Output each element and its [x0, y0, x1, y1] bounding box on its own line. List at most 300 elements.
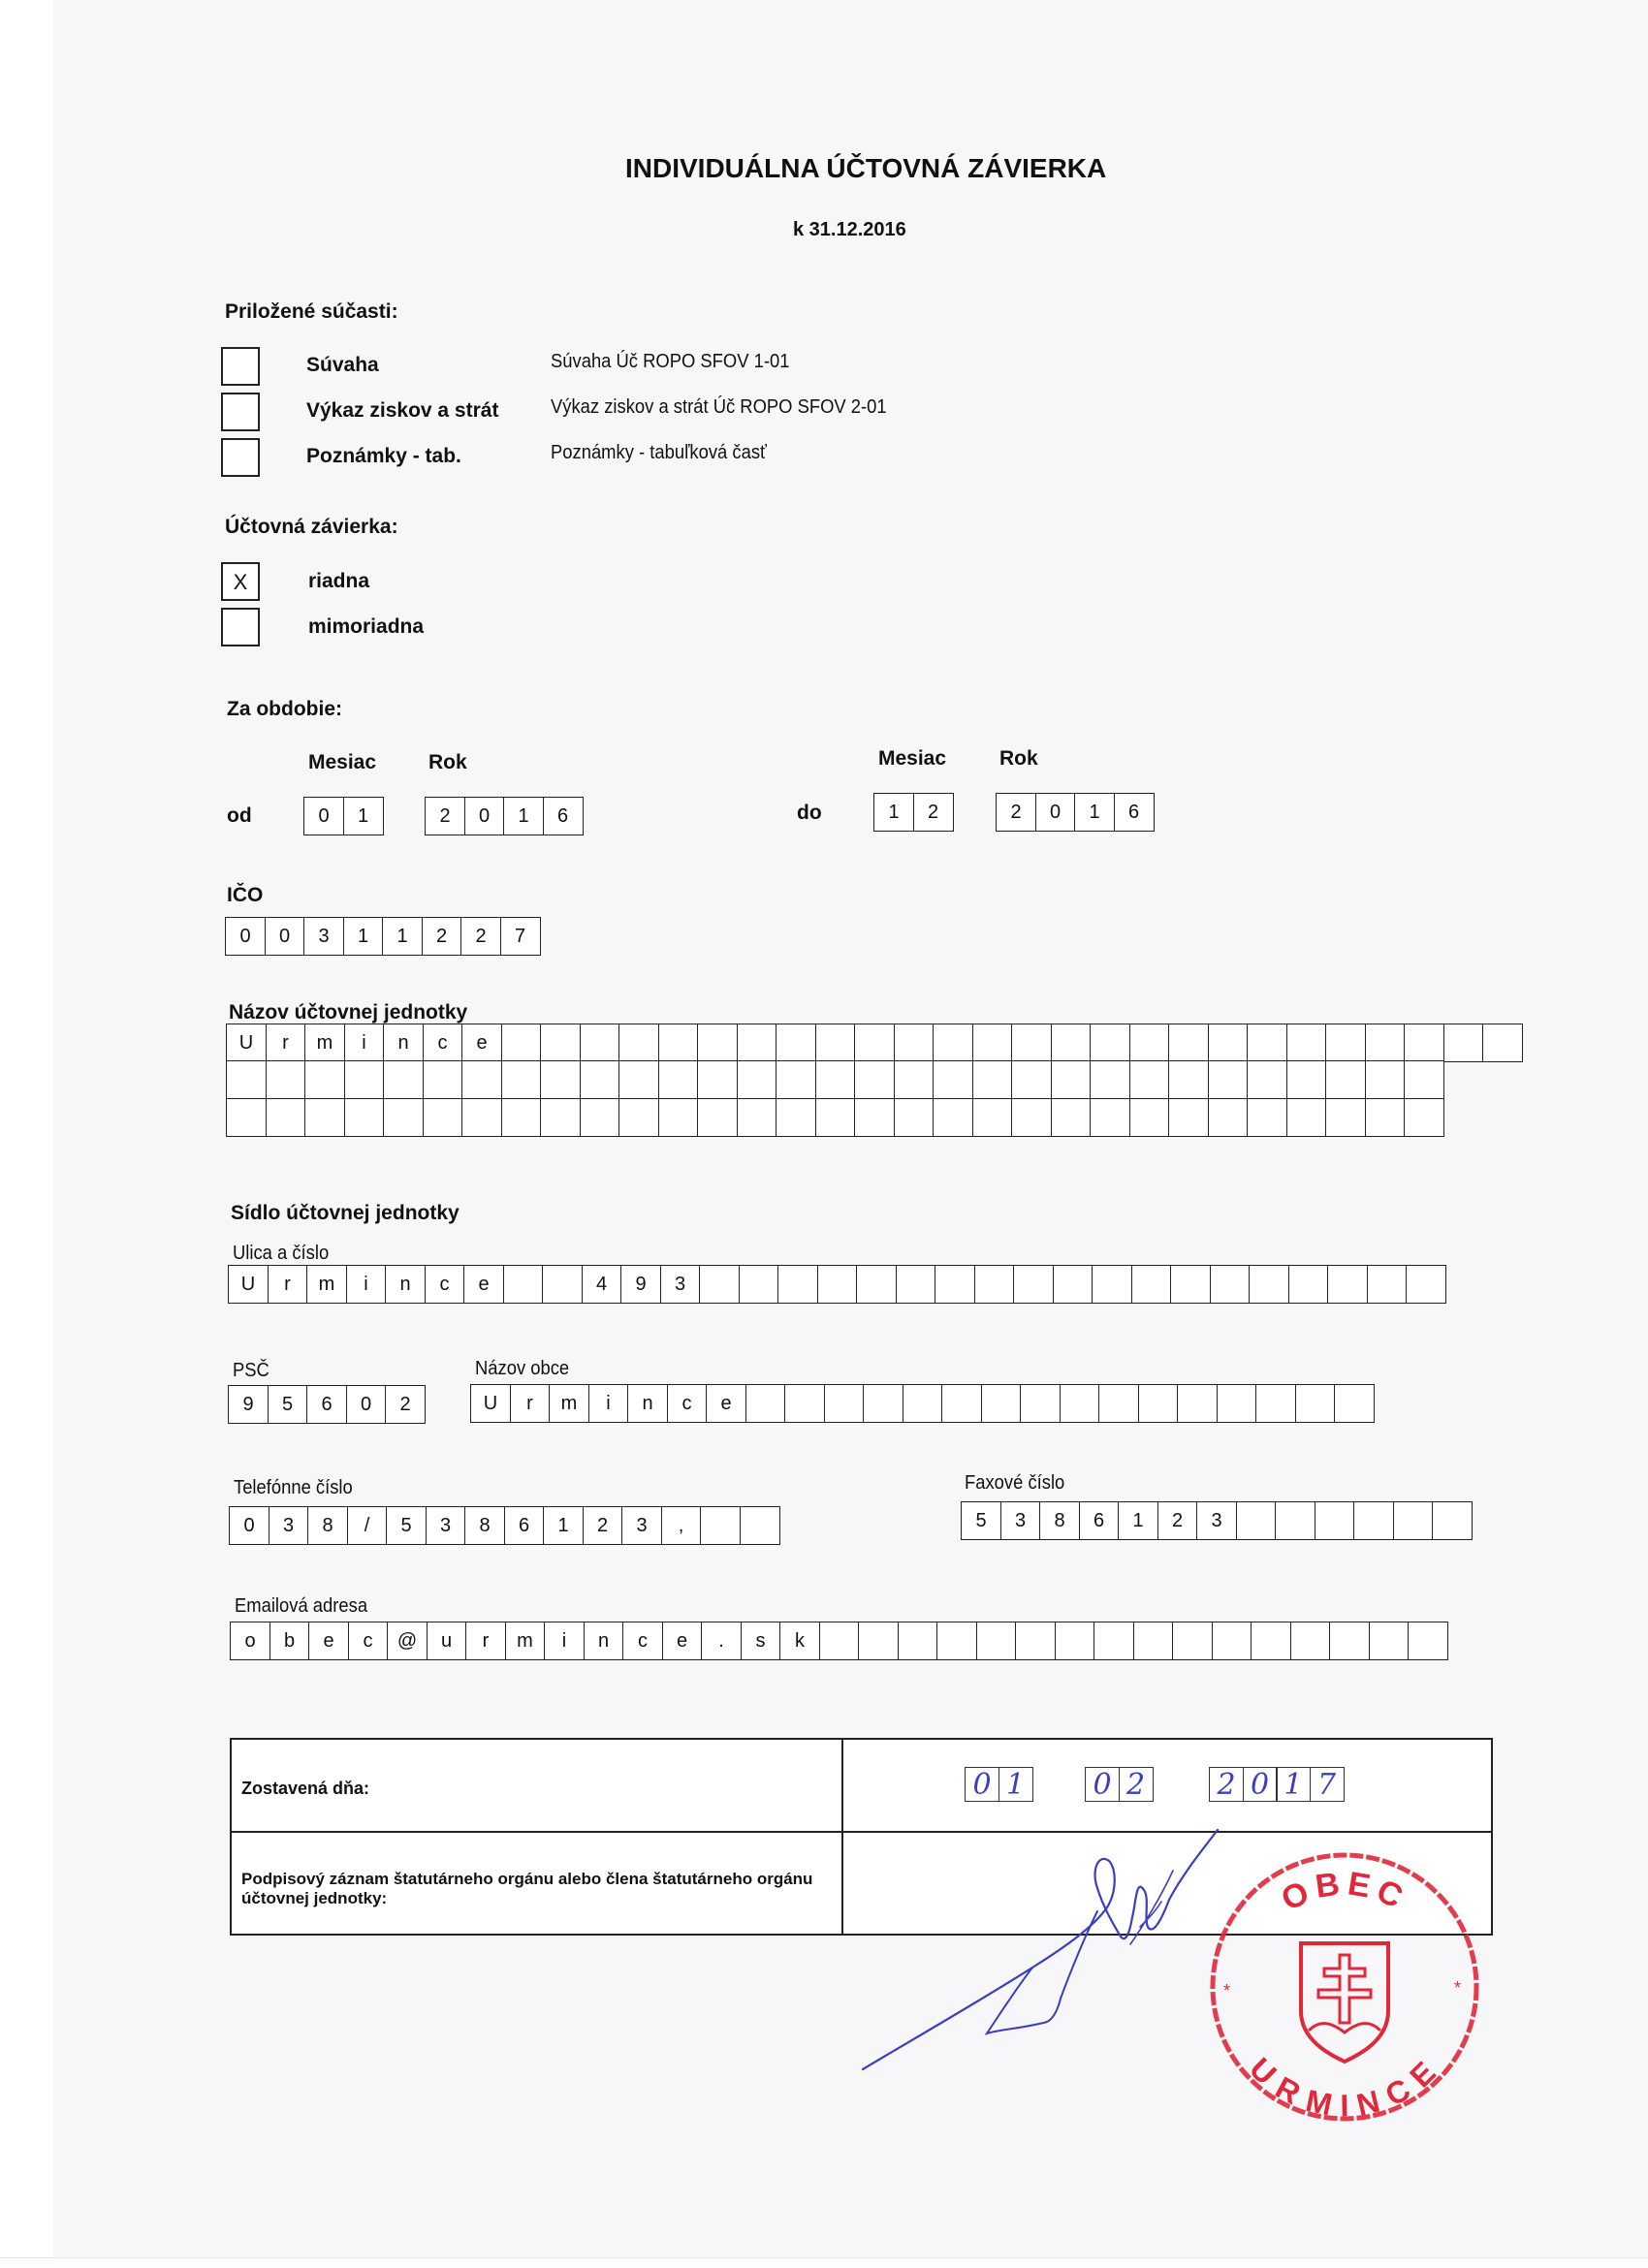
- email-field[interactable]: [230, 1622, 1448, 1660]
- char-cell: [658, 1098, 699, 1137]
- char-cell: 7: [500, 917, 541, 956]
- char-cell: i: [588, 1384, 629, 1423]
- entity-name-label: Názov účtovnej jednotky: [229, 1001, 468, 1024]
- char-cell: [933, 1060, 973, 1099]
- seat-heading: Sídlo účtovnej jednotky: [231, 1202, 460, 1224]
- char-cell: [699, 1265, 740, 1304]
- char-cell: 0: [1085, 1767, 1120, 1802]
- char-cell: [896, 1265, 936, 1304]
- char-cell: e: [463, 1265, 504, 1304]
- char-cell: [1051, 1060, 1092, 1099]
- char-cell: 5: [268, 1385, 308, 1424]
- table-divider: [841, 1740, 843, 1934]
- svg-text:*: *: [1454, 1978, 1462, 1998]
- char-cell: r: [510, 1384, 551, 1423]
- char-cell: [697, 1098, 738, 1137]
- char-cell: [618, 1060, 659, 1099]
- char-cell: n: [584, 1622, 624, 1660]
- attachment-desc-poznamky: Poznámky - tabuľková časť: [551, 442, 767, 463]
- compiled-month-field[interactable]: [1085, 1767, 1154, 1802]
- ico-label: IČO: [227, 884, 264, 906]
- char-cell: [1286, 1024, 1327, 1062]
- attachment-desc-suvaha: Súvaha Úč ROPO SFOV 1-01: [551, 351, 790, 372]
- char-cell: [815, 1060, 856, 1099]
- char-cell: [540, 1024, 581, 1062]
- period-from-year-label: Rok: [428, 751, 467, 773]
- char-cell: 4: [582, 1265, 622, 1304]
- char-cell: [1247, 1024, 1287, 1062]
- char-cell: c: [348, 1622, 389, 1660]
- char-cell: [1131, 1265, 1172, 1304]
- entity-name-field[interactable]: [226, 1024, 1523, 1137]
- signature-record-label: Podpisový záznam štatutárneho orgánu alebo člena štatutárneho orgánu účtovnej jednotky:: [241, 1870, 813, 1907]
- char-cell: [266, 1098, 306, 1137]
- char-cell: [854, 1024, 895, 1062]
- page-edge: [0, 2257, 1648, 2268]
- char-cell: [1286, 1098, 1327, 1137]
- char-cell: [1404, 1060, 1444, 1099]
- char-cell: [383, 1098, 424, 1137]
- char-cell: 0: [464, 797, 505, 835]
- char-cell: [1168, 1098, 1209, 1137]
- char-cell: [1365, 1098, 1406, 1137]
- char-cell: [1051, 1024, 1092, 1062]
- char-cell: U: [228, 1265, 269, 1304]
- char-cell: [1011, 1098, 1052, 1137]
- char-cell: 9: [228, 1385, 269, 1424]
- char-cell: [935, 1265, 975, 1304]
- char-cell: [1015, 1622, 1056, 1660]
- char-cell: 2: [460, 917, 501, 956]
- closing-checkbox-mimoriadna[interactable]: [221, 608, 260, 646]
- char-cell: [1217, 1384, 1257, 1423]
- char-cell: [1055, 1622, 1095, 1660]
- compiled-on-label: Zostavená dňa:: [241, 1779, 370, 1798]
- char-cell: 6: [504, 1506, 545, 1545]
- char-cell: [1172, 1622, 1213, 1660]
- fax-field[interactable]: [961, 1501, 1473, 1540]
- char-cell: [776, 1098, 816, 1137]
- period-to-year-field[interactable]: [996, 793, 1155, 832]
- postal-code-label: PSČ: [233, 1360, 269, 1381]
- char-cell: 2: [1157, 1501, 1198, 1540]
- char-cell: [819, 1622, 860, 1660]
- char-cell: [1053, 1265, 1093, 1304]
- char-cell: 1: [998, 1767, 1033, 1802]
- char-cell: 0: [225, 917, 266, 956]
- char-cell: [737, 1098, 777, 1137]
- char-cell: 3: [1000, 1501, 1041, 1540]
- char-cell: [1406, 1265, 1446, 1304]
- char-cell: [542, 1265, 583, 1304]
- closing-label-riadna: riadna: [308, 570, 370, 592]
- ico-field[interactable]: [225, 917, 541, 956]
- char-cell: [540, 1098, 581, 1137]
- char-cell: i: [344, 1024, 385, 1062]
- char-cell: 1: [1074, 793, 1115, 832]
- char-cell: [580, 1060, 620, 1099]
- char-cell: [894, 1060, 935, 1099]
- char-cell: /: [347, 1506, 388, 1545]
- char-cell: [226, 1098, 267, 1137]
- char-cell: [304, 1098, 345, 1137]
- char-cell: [1098, 1384, 1139, 1423]
- char-cell: 1: [543, 1506, 584, 1545]
- char-cell: [972, 1098, 1013, 1137]
- period-from-label: od: [227, 804, 252, 827]
- char-cell: [1286, 1060, 1327, 1099]
- town-label: Názov obce: [475, 1358, 570, 1379]
- char-cell: [972, 1060, 1013, 1099]
- char-cell: 6: [306, 1385, 347, 1424]
- char-cell: [1177, 1384, 1218, 1423]
- char-cell: [618, 1024, 659, 1062]
- attachment-checkbox-vykaz[interactable]: [221, 393, 260, 431]
- char-cell: [863, 1384, 903, 1423]
- char-cell: m: [505, 1622, 546, 1660]
- char-cell: [1020, 1384, 1061, 1423]
- char-cell: 1: [343, 797, 384, 835]
- stamp-text-top: OBEC: [1275, 1865, 1414, 1919]
- char-cell: s: [741, 1622, 781, 1660]
- attachment-checkbox-poznamky[interactable]: [221, 438, 260, 477]
- char-cell: u: [427, 1622, 467, 1660]
- char-cell: [1129, 1060, 1170, 1099]
- char-cell: [854, 1060, 895, 1099]
- char-cell: e: [706, 1384, 746, 1423]
- char-cell: 8: [307, 1506, 348, 1545]
- char-cell: [1365, 1024, 1406, 1062]
- char-cell: [1404, 1098, 1444, 1137]
- char-cell: r: [268, 1265, 308, 1304]
- char-cell: [745, 1384, 786, 1423]
- char-cell: e: [662, 1622, 703, 1660]
- attachment-label-poznamky: Poznámky - tab.: [306, 445, 461, 467]
- char-cell: U: [470, 1384, 511, 1423]
- char-cell: 5: [386, 1506, 427, 1545]
- street-field[interactable]: [228, 1265, 1446, 1304]
- char-cell: [972, 1024, 1013, 1062]
- char-cell: [894, 1024, 935, 1062]
- period-from-month-field[interactable]: [303, 797, 384, 835]
- char-cell: m: [549, 1384, 589, 1423]
- char-cell: 3: [303, 917, 344, 956]
- char-cell: [1249, 1265, 1289, 1304]
- char-cell: 3: [1196, 1501, 1237, 1540]
- closing-checkbox-riadna[interactable]: X: [221, 562, 260, 601]
- period-to-year-label: Rok: [999, 747, 1038, 770]
- char-cell: 1: [1118, 1501, 1158, 1540]
- char-cell: [1051, 1098, 1092, 1137]
- char-cell: [1138, 1384, 1179, 1423]
- char-cell: 3: [660, 1265, 701, 1304]
- char-cell: [739, 1265, 779, 1304]
- char-cell: [1432, 1501, 1473, 1540]
- char-cell: [501, 1098, 542, 1137]
- char-cell: [1090, 1060, 1130, 1099]
- char-cell: [1408, 1622, 1448, 1660]
- char-cell: [1369, 1622, 1410, 1660]
- attachment-checkbox-suvaha[interactable]: [221, 347, 260, 386]
- char-cell: [1482, 1024, 1523, 1062]
- char-cell: [1060, 1384, 1100, 1423]
- char-cell: [815, 1098, 856, 1137]
- char-cell: [1090, 1098, 1130, 1137]
- char-cell: 2: [1209, 1767, 1244, 1802]
- attachments-heading: Priložené súčasti:: [225, 300, 398, 323]
- char-cell: 0: [1035, 793, 1076, 832]
- char-cell: [1129, 1098, 1170, 1137]
- attachment-label-suvaha: Súvaha: [306, 354, 379, 376]
- char-cell: [856, 1265, 897, 1304]
- char-cell: [776, 1060, 816, 1099]
- char-cell: [1212, 1622, 1252, 1660]
- char-cell: 8: [464, 1506, 505, 1545]
- char-cell: [1353, 1501, 1394, 1540]
- entity-name-row-1: [226, 1024, 1523, 1062]
- char-cell: n: [385, 1265, 426, 1304]
- char-cell: 3: [621, 1506, 662, 1545]
- postal-code-field[interactable]: [228, 1385, 426, 1424]
- char-cell: c: [667, 1384, 708, 1423]
- char-cell: [784, 1384, 825, 1423]
- char-cell: n: [627, 1384, 668, 1423]
- char-cell: [1329, 1622, 1370, 1660]
- char-cell: e: [461, 1024, 502, 1062]
- char-cell: [1170, 1265, 1211, 1304]
- char-cell: 8: [1039, 1501, 1080, 1540]
- entity-name-row-2: [226, 1060, 1523, 1099]
- period-to-month-field[interactable]: [873, 793, 954, 832]
- char-cell: [1393, 1501, 1434, 1540]
- char-cell: r: [266, 1024, 306, 1062]
- char-cell: @: [387, 1622, 428, 1660]
- char-cell: [423, 1098, 463, 1137]
- document-title: INDIVIDUÁLNA ÚČTOVNÁ ZÁVIERKA: [625, 153, 1107, 183]
- char-cell: [981, 1384, 1022, 1423]
- char-cell: 6: [543, 797, 584, 835]
- char-cell: 7: [1310, 1767, 1345, 1802]
- char-cell: [1325, 1060, 1366, 1099]
- stamp-text-bottom: URMINCE: [1243, 2050, 1446, 2124]
- char-cell: [503, 1265, 544, 1304]
- char-cell: 0: [965, 1767, 999, 1802]
- char-cell: [1090, 1024, 1130, 1062]
- char-cell: [976, 1622, 1017, 1660]
- char-cell: 0: [265, 917, 305, 956]
- char-cell: [1247, 1060, 1287, 1099]
- char-cell: 1: [1276, 1767, 1311, 1802]
- email-label: Emailová adresa: [235, 1595, 368, 1617]
- char-cell: [658, 1060, 699, 1099]
- char-cell: 2: [425, 797, 465, 835]
- char-cell: [1247, 1098, 1287, 1137]
- char-cell: [618, 1098, 659, 1137]
- char-cell: [461, 1060, 502, 1099]
- char-cell: [933, 1024, 973, 1062]
- char-cell: [1288, 1265, 1329, 1304]
- char-cell: c: [622, 1622, 663, 1660]
- char-cell: [1236, 1501, 1277, 1540]
- char-cell: [344, 1060, 385, 1099]
- char-cell: [540, 1060, 581, 1099]
- period-to-month-label: Mesiac: [878, 747, 947, 770]
- char-cell: [266, 1060, 306, 1099]
- compiled-day-field[interactable]: [965, 1767, 1033, 1802]
- char-cell: [1129, 1024, 1170, 1062]
- char-cell: [1011, 1024, 1052, 1062]
- char-cell: [933, 1098, 973, 1137]
- char-cell: .: [701, 1622, 742, 1660]
- char-cell: [1251, 1622, 1291, 1660]
- char-cell: 2: [1119, 1767, 1154, 1802]
- char-cell: [974, 1265, 1015, 1304]
- char-cell: [697, 1060, 738, 1099]
- char-cell: 1: [382, 917, 423, 956]
- char-cell: U: [226, 1024, 267, 1062]
- char-cell: [1093, 1622, 1134, 1660]
- char-cell: [740, 1506, 780, 1545]
- town-field[interactable]: [470, 1384, 1375, 1423]
- phone-label: Telefónne číslo: [234, 1477, 353, 1498]
- char-cell: [1365, 1060, 1406, 1099]
- char-cell: [658, 1024, 699, 1062]
- char-cell: [1092, 1265, 1132, 1304]
- char-cell: [1404, 1024, 1444, 1062]
- attachment-label-vykaz: Výkaz ziskov a strát: [306, 399, 499, 422]
- char-cell: e: [308, 1622, 349, 1660]
- handwritten-signature: [853, 1822, 1241, 2084]
- char-cell: 6: [1114, 793, 1155, 832]
- char-cell: r: [465, 1622, 506, 1660]
- char-cell: [1315, 1501, 1355, 1540]
- char-cell: i: [346, 1265, 387, 1304]
- char-cell: [1208, 1060, 1249, 1099]
- char-cell: 0: [1243, 1767, 1278, 1802]
- char-cell: [1011, 1060, 1052, 1099]
- char-cell: [1327, 1265, 1368, 1304]
- char-cell: 2: [996, 793, 1036, 832]
- char-cell: [1275, 1501, 1315, 1540]
- char-cell: [1443, 1024, 1484, 1062]
- char-cell: 2: [422, 917, 462, 956]
- char-cell: [898, 1622, 938, 1660]
- char-cell: [1013, 1265, 1054, 1304]
- char-cell: [824, 1384, 865, 1423]
- char-cell: [854, 1098, 895, 1137]
- char-cell: 2: [385, 1385, 426, 1424]
- period-to-label: do: [797, 802, 822, 824]
- char-cell: 3: [426, 1506, 466, 1545]
- svg-text:*: *: [1223, 1981, 1231, 2000]
- char-cell: 0: [346, 1385, 387, 1424]
- char-cell: [697, 1024, 738, 1062]
- char-cell: o: [230, 1622, 270, 1660]
- char-cell: [383, 1060, 424, 1099]
- char-cell: [700, 1506, 741, 1545]
- char-cell: 3: [269, 1506, 309, 1545]
- char-cell: [580, 1024, 620, 1062]
- char-cell: [461, 1098, 502, 1137]
- fax-label: Faxové číslo: [965, 1472, 1065, 1494]
- char-cell: [423, 1060, 463, 1099]
- char-cell: [777, 1265, 818, 1304]
- char-cell: 9: [620, 1265, 661, 1304]
- municipal-stamp: [1204, 1846, 1485, 2127]
- char-cell: [1168, 1024, 1209, 1062]
- char-cell: [1133, 1622, 1174, 1660]
- char-cell: n: [383, 1024, 424, 1062]
- char-cell: k: [779, 1622, 820, 1660]
- char-cell: m: [304, 1024, 345, 1062]
- char-cell: [858, 1622, 899, 1660]
- char-cell: i: [544, 1622, 585, 1660]
- attachment-desc-vykaz: Výkaz ziskov a strát Úč ROPO SFOV 2-01: [551, 396, 887, 418]
- document-date: k 31.12.2016: [793, 219, 906, 240]
- phone-field[interactable]: [229, 1506, 780, 1545]
- char-cell: [817, 1265, 858, 1304]
- char-cell: [1367, 1265, 1408, 1304]
- period-from-year-field[interactable]: [425, 797, 584, 835]
- entity-name-row-3: [226, 1098, 1523, 1137]
- closing-label-mimoriadna: mimoriadna: [308, 615, 425, 638]
- char-cell: 1: [873, 793, 914, 832]
- char-cell: [304, 1060, 345, 1099]
- svg-text:OBEC: [1276, 1865, 1413, 1918]
- char-cell: [501, 1024, 542, 1062]
- char-cell: [226, 1060, 267, 1099]
- char-cell: 0: [229, 1506, 269, 1545]
- char-cell: [344, 1098, 385, 1137]
- char-cell: [815, 1024, 856, 1062]
- char-cell: [903, 1384, 943, 1423]
- char-cell: [580, 1098, 620, 1137]
- char-cell: 2: [583, 1506, 623, 1545]
- char-cell: [1290, 1622, 1331, 1660]
- char-cell: 1: [503, 797, 544, 835]
- char-cell: 6: [1079, 1501, 1120, 1540]
- char-cell: c: [425, 1265, 465, 1304]
- char-cell: [936, 1622, 977, 1660]
- closing-type-heading: Účtovná závierka:: [225, 516, 398, 538]
- char-cell: 5: [961, 1501, 1001, 1540]
- char-cell: c: [423, 1024, 463, 1062]
- char-cell: 2: [913, 793, 954, 832]
- char-cell: b: [269, 1622, 310, 1660]
- char-cell: [894, 1098, 935, 1137]
- char-cell: m: [306, 1265, 347, 1304]
- char-cell: [1325, 1024, 1366, 1062]
- char-cell: [1255, 1384, 1296, 1423]
- period-heading: Za obdobie:: [227, 698, 342, 720]
- char-cell: [941, 1384, 982, 1423]
- char-cell: [737, 1060, 777, 1099]
- compiled-year-field[interactable]: [1209, 1767, 1345, 1802]
- char-cell: [1208, 1024, 1249, 1062]
- char-cell: 0: [303, 797, 344, 835]
- char-cell: [1168, 1060, 1209, 1099]
- char-cell: [1295, 1384, 1336, 1423]
- char-cell: [776, 1024, 816, 1062]
- char-cell: [1208, 1098, 1249, 1137]
- char-cell: [1210, 1265, 1251, 1304]
- char-cell: 1: [343, 917, 384, 956]
- char-cell: [737, 1024, 777, 1062]
- char-cell: ,: [661, 1506, 702, 1545]
- char-cell: [1325, 1098, 1366, 1137]
- char-cell: [501, 1060, 542, 1099]
- period-from-month-label: Mesiac: [308, 751, 377, 773]
